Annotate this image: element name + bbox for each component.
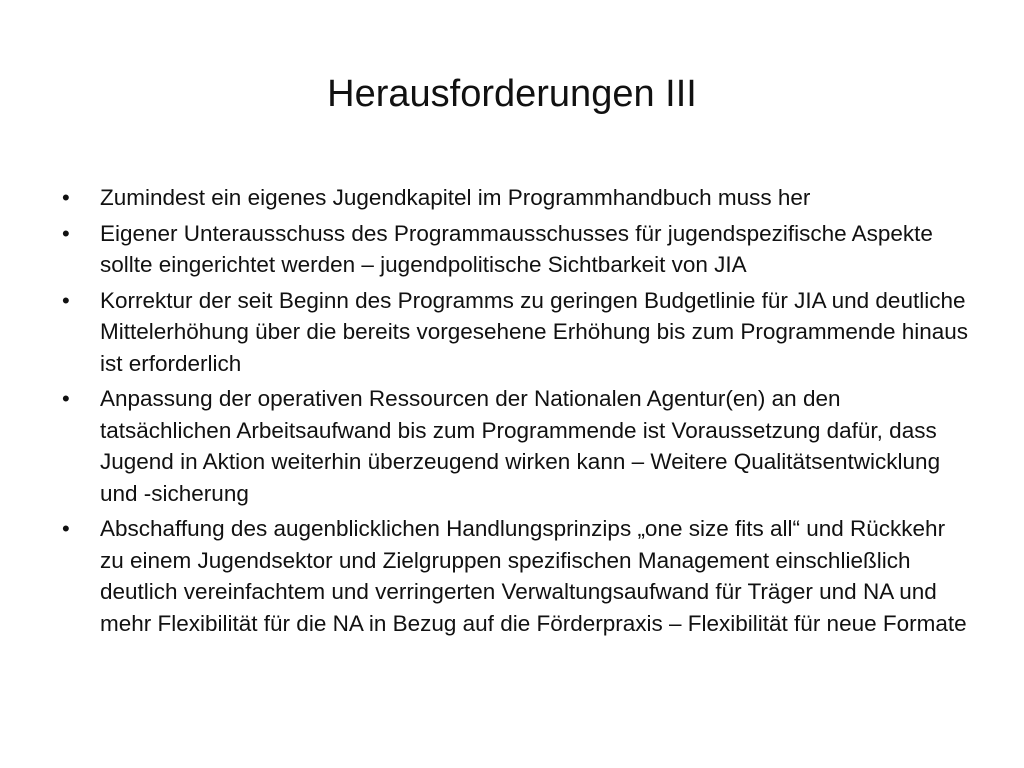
bullet-list [62,182,972,643]
bullet-text-1: Zumindest ein eigenes Jugendkapitel im Programmhandbuch muss her [100,185,811,210]
bullet-text-3: Korrektur der seit Beginn des Programms zu geringen Budgetlinie für JIA und deutliche Mittelerhöhung über die bereits vorgesehene Erhöhung bis zum Programmende hinaus ist erforderlich [100,287,969,376]
bullet-item-5 [62,513,972,639]
bullet-dot-icon: • [62,386,70,411]
bullet-dot-icon: • [62,516,70,541]
bullet-item-4 [62,383,972,509]
bullet-item-1 [62,182,972,214]
bullet-dot-icon: • [62,220,70,246]
bullet-item-3 [62,285,972,380]
bullet-text-5: Abschaffung des augenblicklichen Handlungsprinzips „one size fits all“ und Rückkehr zu einem Jugendsektor und Zielgruppen spezifischen Management einschließlich deutlich vereinfachtem und verringerten Verwaltungsaufwand für Träger und NA und mehr Flexibilität für die NA in Bezug auf die Förderpraxis – Flexibilität für neue Formate [100,516,967,636]
bullet-text-4: Anpassung der operativen Ressourcen der Nationalen Agentur(en) an den tatsächlichen Arbeitsaufwand bis zum Programmende ist Voraussetzung dafür, dass Jugend in Aktion weiterhin überzeugend wirken kann – Weitere Qualitätsentwicklung und -sicherung [100,386,941,506]
bullet-text-2: Eigener Unterausschuss des Programmausschusses für jugendspezifische Aspekte sollte eingerichtet werden – jugendpolitische Sichtbarkeit von JIA [100,220,933,277]
slide-title: Herausforderungen III [327,73,697,115]
bullet-dot-icon: • [62,185,70,210]
bullet-item-2 [62,218,972,281]
bullet-dot-icon: • [62,287,70,313]
